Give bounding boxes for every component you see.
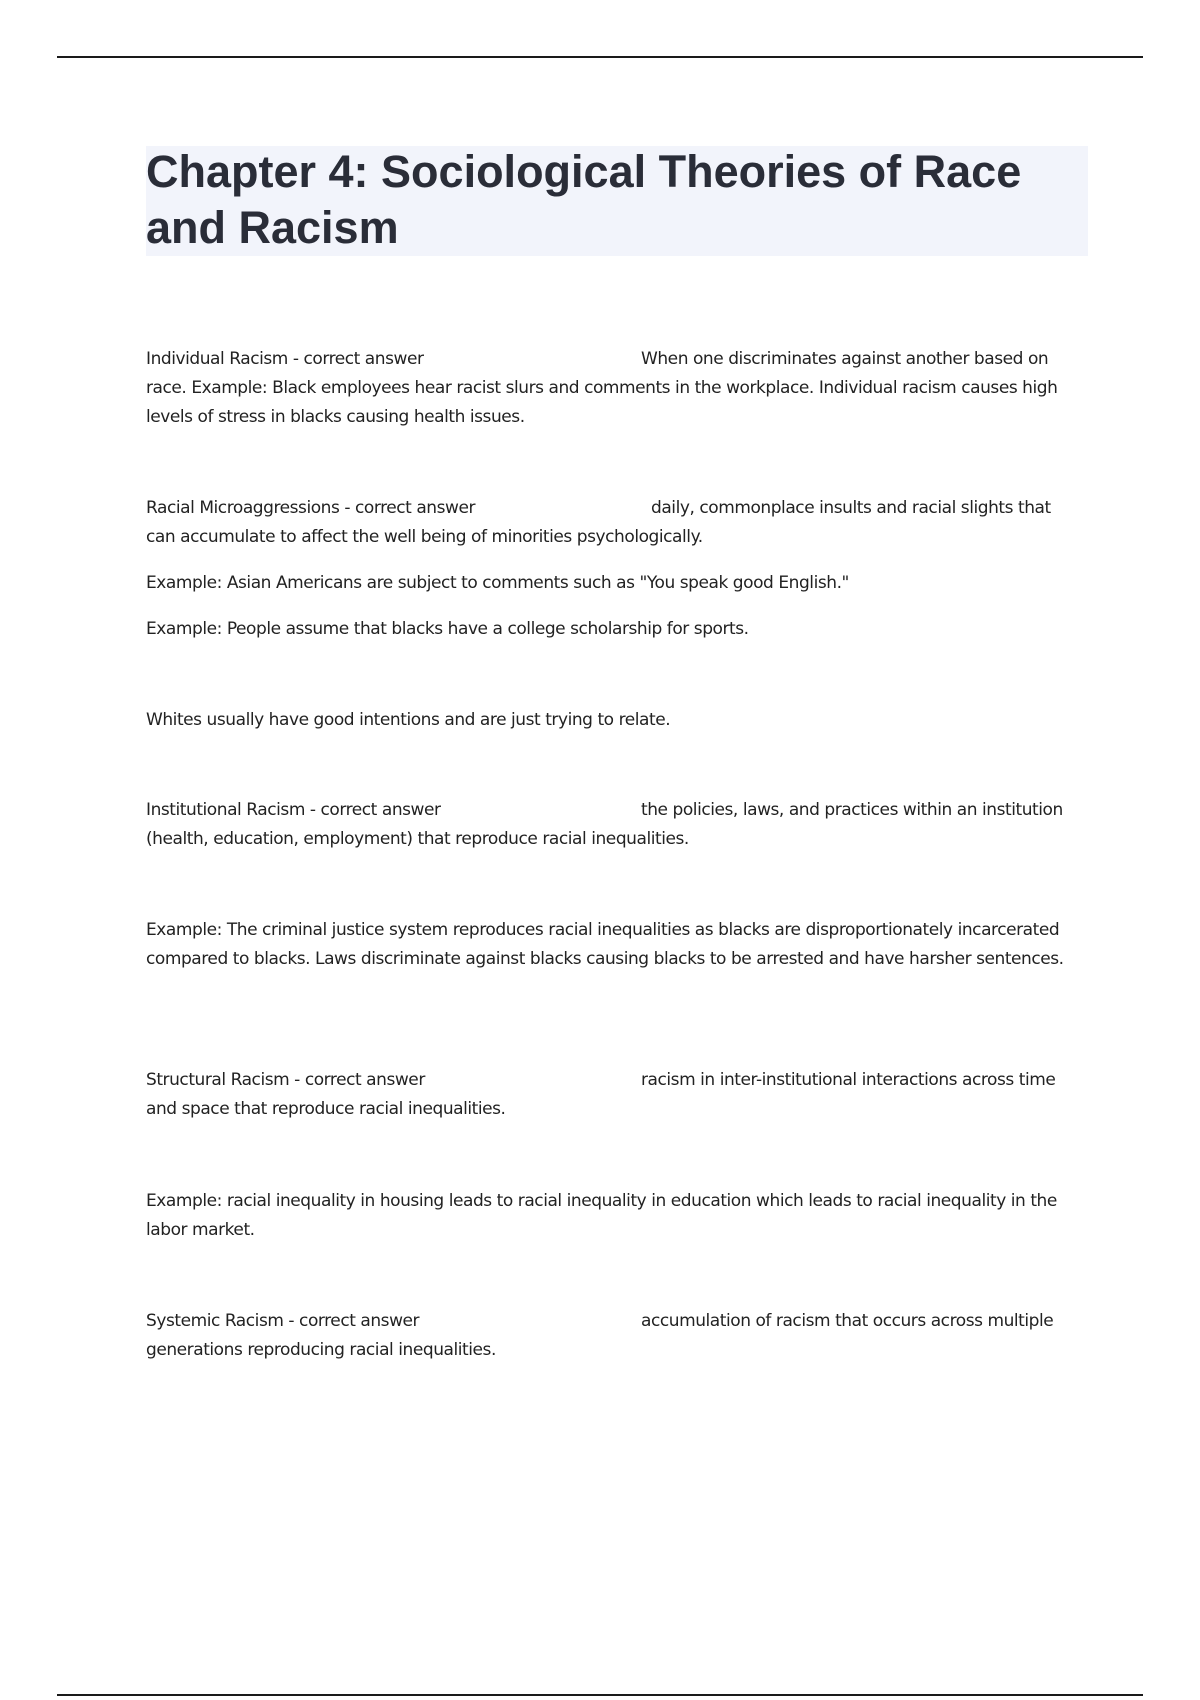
bottom-rule — [57, 1694, 1143, 1696]
entry-racial-microaggressions — [146, 494, 1076, 552]
entry-definition: the policies, laws, and practices within an institution (health, education, employment) that reproduce racial inequalities. — [146, 800, 1063, 849]
entry-term: Structural Racism - correct answer — [146, 1070, 425, 1090]
entry-individual-racism — [146, 345, 1076, 432]
top-rule — [57, 56, 1143, 58]
entry-term: Racial Microaggressions - correct answer — [146, 498, 476, 518]
entry-note: Whites usually have good intentions and are just trying to relate. — [146, 710, 671, 730]
entry-example: Example: The criminal justice system reproduces racial inequalities as blacks are disproportionately incarcerated compared to blacks. Laws discriminate against blacks causing blacks to be arrested and have harsher sentences. — [146, 920, 1064, 969]
entry-term: Institutional Racism - correct answer — [146, 800, 441, 820]
entry-example: Example: Asian Americans are subject to comments such as "You speak good English." — [146, 573, 849, 593]
entry-example: Example: People assume that blacks have a college scholarship for sports. — [146, 619, 749, 639]
page-title: Chapter 4: Sociological Theories of Race and Racism — [146, 146, 1022, 253]
entry-structural-racism — [146, 1066, 1076, 1124]
entry-example: Example: racial inequality in housing leads to racial inequality in education which leads to racial inequality in the labor market. — [146, 1191, 1057, 1240]
entry-institutional-racism — [146, 796, 1076, 854]
entry-definition: accumulation of racism that occurs across multiple generations reproducing racial inequalities. — [146, 1311, 1054, 1360]
entry-definition: daily, commonplace insults and racial slights that can accumulate to affect the well being of minorities psychologically. — [146, 498, 1051, 547]
entry-term: Systemic Racism - correct answer — [146, 1311, 420, 1331]
entry-term: Individual Racism - correct answer — [146, 349, 424, 369]
entry-definition: racism in inter-institutional interactions across time and space that reproduce racial inequalities. — [146, 1070, 1056, 1119]
entry-definition: When one discriminates against another based on race. Example: Black employees hear racist slurs and comments in the workplace. Individual racism causes high levels of stress in blacks causing health issues. — [146, 349, 1058, 427]
entry-systemic-racism — [146, 1307, 1076, 1365]
